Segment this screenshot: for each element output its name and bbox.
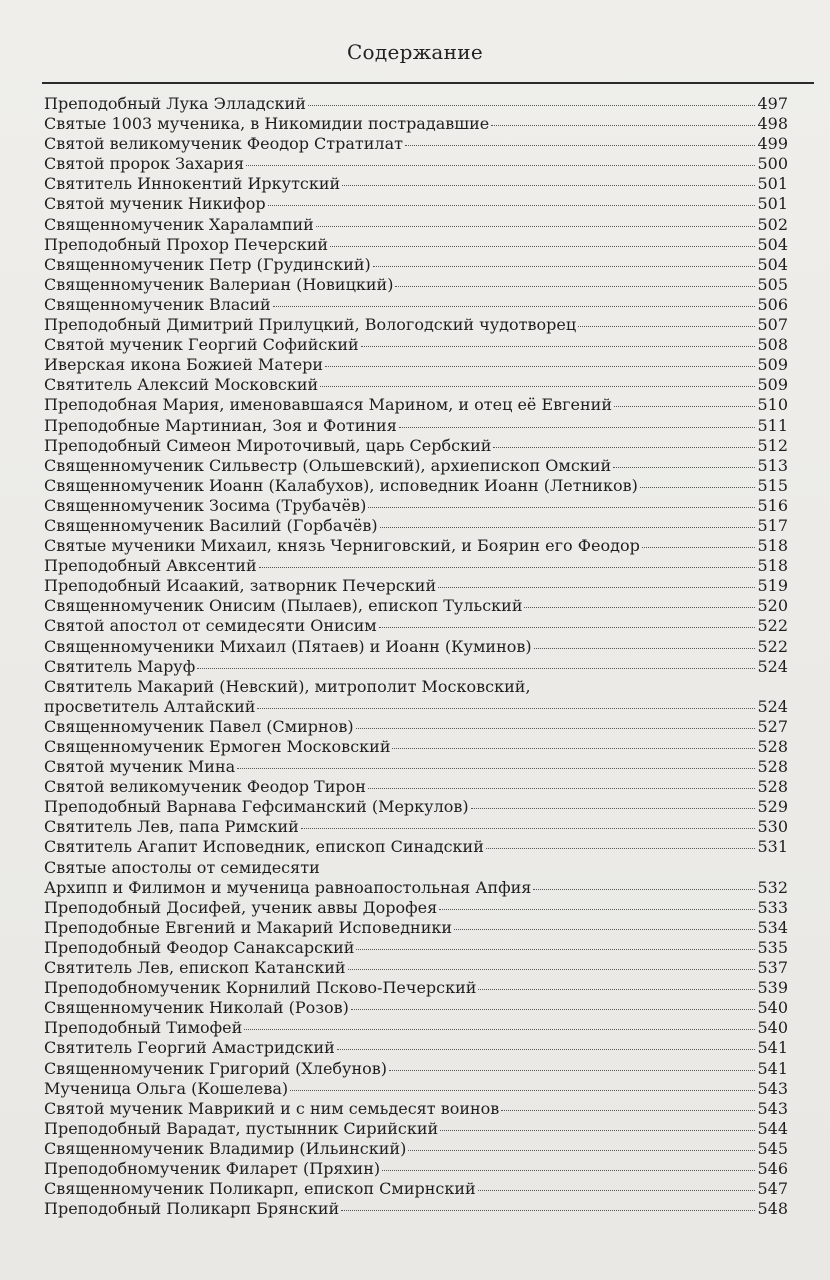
- toc-entry-title: Священномученик Иоанн (Калабухов), исповедник Иоанн (Летников): [44, 475, 638, 495]
- toc-entry: [44, 1079, 788, 1099]
- toc-entry-line: [44, 215, 788, 235]
- toc-entry-page-number: 498: [757, 114, 788, 134]
- dot-leader: [325, 366, 755, 367]
- toc-entry-line: [44, 958, 788, 978]
- toc-entry-line: [44, 817, 788, 837]
- toc-entry: [44, 496, 788, 516]
- toc-entry-page-number: 548: [757, 1199, 788, 1219]
- toc-entry-title: Святой мученик Георгий Софийский: [44, 335, 359, 355]
- toc-entry-title: Преподобный Лука Элладский: [44, 94, 306, 113]
- toc-entry: [44, 456, 788, 476]
- toc-entry-title: Святитель Агапит Исповедник, епископ Синадский: [44, 837, 484, 857]
- toc-entry: [44, 757, 788, 777]
- toc-entry-line: [44, 717, 788, 737]
- toc-entry-page-number: 541: [757, 1058, 788, 1078]
- toc-entry-title: Святитель Алексий Московский: [44, 375, 319, 395]
- dot-leader: [244, 1029, 755, 1030]
- toc-entry: [44, 556, 788, 576]
- toc-entry-page-number: 515: [757, 475, 788, 495]
- dot-leader: [438, 587, 755, 588]
- toc-entry: [44, 1018, 788, 1038]
- toc-entry: [44, 476, 788, 496]
- toc-entry-line: [44, 516, 788, 536]
- toc-entry-page-number: 533: [757, 897, 788, 917]
- toc-entry-title: Святые мученики Михаил, князь Черниговский, и Боярин его Феодор: [44, 536, 640, 556]
- toc-entry-page-number: 545: [757, 1138, 788, 1158]
- toc-entry: [44, 596, 788, 616]
- toc-entry-line: [44, 174, 788, 194]
- toc-entry-title: Святой мученик Маврикий и с ним семьдесят воинов: [44, 1098, 500, 1118]
- toc-entry-page-number: 500: [757, 154, 788, 174]
- toc-entry-line: [44, 797, 788, 817]
- table-of-contents: [44, 94, 788, 1219]
- toc-entry: [44, 215, 788, 235]
- toc-entry-page-number: 547: [757, 1179, 788, 1199]
- toc-entry-line: [44, 295, 788, 315]
- toc-entry: [44, 898, 788, 918]
- dot-leader: [534, 648, 756, 649]
- toc-entry-page-number: 509: [757, 355, 788, 375]
- toc-entry-title: Священномученик Валериан (Новицкий): [44, 274, 394, 294]
- toc-entry-title: Священномученик Харалампий: [44, 214, 314, 234]
- toc-entry-line: [44, 938, 788, 958]
- toc-entry-line: [44, 737, 788, 757]
- page-header: Содержание: [346, 40, 484, 64]
- toc-entry-page-number: 529: [757, 797, 788, 817]
- toc-entry: [44, 616, 788, 636]
- toc-entry-title: Священномученик Ермоген Московский: [44, 737, 391, 756]
- toc-entry-title: Священномученик Григорий (Хлебунов): [44, 1058, 387, 1078]
- toc-entry-line: [44, 1159, 788, 1179]
- toc-entry-title: Святитель Иннокентий Иркутский: [44, 174, 341, 194]
- toc-entry-page-number: 506: [757, 294, 788, 314]
- dot-leader: [356, 728, 756, 729]
- toc-entry-page-number: 530: [757, 817, 788, 837]
- toc-entry-title: Преподобный Варадат, пустынник Сирийский: [44, 1118, 439, 1138]
- toc-entry: [44, 355, 788, 375]
- toc-entry: [44, 154, 788, 174]
- toc-entry-title: Преподобный Варнава Гефсиманский (Меркулов): [44, 797, 469, 817]
- toc-entry-line: [44, 456, 788, 476]
- toc-entry: [44, 1199, 788, 1219]
- toc-entry: [44, 516, 788, 536]
- toc-entry-title: Святитель Маруф: [44, 656, 196, 676]
- toc-entry-line: [44, 637, 788, 657]
- toc-entry-title-line: Святые апостолы от семидесяти: [44, 857, 320, 877]
- toc-entry-title: Священномученик Зосима (Трубачёв): [44, 495, 367, 515]
- toc-entry-title: Святой мученик Никифор: [44, 194, 266, 214]
- toc-entry-page-number: 518: [757, 536, 788, 556]
- dot-leader: [361, 346, 756, 347]
- dot-leader: [342, 185, 755, 186]
- dot-leader: [290, 1090, 755, 1091]
- dot-leader: [642, 547, 756, 548]
- dot-leader: [389, 1070, 755, 1071]
- toc-entry-page-number: 517: [757, 515, 788, 535]
- toc-entry-title: Преподобная Мария, именовавшаяся Марином, и отец её Евгений: [44, 395, 613, 415]
- header-rule: [42, 82, 814, 84]
- toc-entry-page-number: 541: [757, 1038, 788, 1058]
- toc-entry-page-number: 507: [757, 315, 788, 335]
- dot-leader: [399, 427, 756, 428]
- dot-leader: [308, 105, 756, 106]
- toc-entry: [44, 958, 788, 978]
- dot-leader: [491, 125, 755, 126]
- toc-entry-title: Священномученик Поликарп, епископ Смирнский: [44, 1179, 476, 1199]
- toc-entry-line: [44, 315, 788, 335]
- dot-leader: [268, 205, 756, 206]
- dot-leader: [356, 949, 755, 950]
- dot-leader: [257, 708, 755, 709]
- toc-entry-line: [44, 1099, 788, 1119]
- toc-entry-title: Святой апостол от семидесяти Онисим: [44, 616, 377, 636]
- toc-entry-line: [44, 898, 788, 918]
- toc-entry-line: [44, 1199, 788, 1219]
- toc-entry-page-number: 501: [757, 174, 788, 194]
- toc-entry-page-number: 504: [757, 234, 788, 254]
- toc-entry-page-number: 544: [757, 1118, 788, 1138]
- toc-entry-line: [44, 476, 788, 496]
- toc-entry: [44, 737, 788, 757]
- toc-entry-line: [44, 757, 788, 777]
- dot-leader: [613, 467, 755, 468]
- toc-entry-page-number: 497: [757, 94, 788, 113]
- dot-leader: [373, 266, 756, 267]
- dot-leader: [368, 788, 756, 789]
- toc-entry-title: Священномученик Василий (Горбачёв): [44, 515, 378, 535]
- toc-entry-line: [44, 536, 788, 556]
- toc-entry-page-number: 527: [757, 716, 788, 736]
- toc-entry: [44, 174, 788, 194]
- dot-leader: [471, 808, 756, 809]
- dot-leader: [478, 1190, 756, 1191]
- toc-entry-title: Святые 1003 мученика, в Никомидии пострадавшие: [44, 114, 490, 134]
- dot-leader: [614, 406, 755, 407]
- toc-entry: [44, 94, 788, 114]
- toc-entry: [44, 858, 788, 898]
- toc-entry: [44, 797, 788, 817]
- toc-entry-line: [44, 777, 788, 797]
- toc-entry: [44, 637, 788, 657]
- dot-leader: [380, 527, 756, 528]
- toc-entry: [44, 918, 788, 938]
- toc-entry: [44, 998, 788, 1018]
- toc-entry-page-number: 510: [757, 395, 788, 415]
- toc-entry-page-number: 524: [757, 696, 788, 716]
- dot-leader: [348, 969, 756, 970]
- toc-entry-page-number: 528: [757, 777, 788, 797]
- toc-entry-title: Мученица Ольга (Кошелева): [44, 1078, 289, 1098]
- dot-leader: [439, 909, 755, 910]
- toc-entry-title: Преподобный Феодор Санаксарский: [44, 937, 355, 957]
- toc-entry-line: [44, 878, 788, 898]
- dot-leader: [478, 989, 755, 990]
- toc-entry-line: [44, 275, 788, 295]
- toc-entry-page-number: 513: [757, 455, 788, 475]
- dot-leader: [440, 1130, 755, 1131]
- dot-leader: [320, 386, 755, 387]
- toc-entry: [44, 134, 788, 154]
- toc-entry-title: Святитель Георгий Амастридский: [44, 1038, 335, 1058]
- toc-entry-title: Преподобный Прохор Печерский: [44, 234, 329, 254]
- toc-entry-title: Архипп и Филимон и мученица равноапостольная Апфия: [44, 877, 532, 897]
- toc-entry: [44, 1059, 788, 1079]
- toc-entry: [44, 375, 788, 395]
- toc-entry-page-number: 540: [757, 998, 788, 1018]
- toc-entry-page-number: 508: [757, 335, 788, 355]
- toc-entry-title: Святой великомученик Феодор Тирон: [44, 777, 366, 797]
- toc-entry-line: [44, 436, 788, 456]
- dot-leader: [493, 447, 755, 448]
- toc-entry-title: Святой пророк Захария: [44, 154, 245, 174]
- toc-entry-line: [44, 94, 788, 114]
- toc-entry-line: [44, 616, 788, 636]
- toc-entry-page-number: 509: [757, 375, 788, 395]
- toc-entry-line: [44, 556, 788, 576]
- toc-entry-line: [44, 998, 788, 1018]
- toc-entry-title: просветитель Алтайский: [44, 696, 256, 716]
- toc-entry-title: Преподобномученик Корнилий Псково-Печерский: [44, 978, 477, 998]
- toc-entry-page-number: 522: [757, 636, 788, 656]
- toc-entry-page-number: 528: [757, 757, 788, 777]
- toc-entry: [44, 1119, 788, 1139]
- toc-entry-title: Священномученик Владимир (Ильинский): [44, 1138, 407, 1158]
- dot-leader: [379, 627, 756, 628]
- toc-entry: [44, 275, 788, 295]
- dot-leader: [237, 768, 755, 769]
- toc-entry-line: [44, 496, 788, 516]
- toc-entry-page-number: 546: [757, 1158, 788, 1178]
- toc-entry: [44, 536, 788, 556]
- dot-leader: [246, 165, 755, 166]
- toc-entry: [44, 777, 788, 797]
- toc-entry-line: [44, 235, 788, 255]
- dot-leader: [316, 226, 756, 227]
- dot-leader: [501, 1110, 755, 1111]
- toc-entry-title: Святой великомученик Феодор Стратилат: [44, 134, 403, 154]
- toc-entry-line: [44, 1079, 788, 1099]
- toc-entry-title: Преподобный Тимофей: [44, 1018, 243, 1038]
- toc-entry-line: [44, 1018, 788, 1038]
- toc-entry: [44, 255, 788, 275]
- dot-leader: [405, 145, 755, 146]
- toc-entry-line: [44, 1059, 788, 1079]
- toc-entry: [44, 1099, 788, 1119]
- toc-entry-title: Преподобный Досифей, ученик аввы Дорофея: [44, 897, 438, 917]
- toc-entry: [44, 837, 788, 857]
- toc-entry-title: Священномученик Онисим (Пылаев), епископ Тульский: [44, 596, 523, 616]
- toc-entry: [44, 235, 788, 255]
- toc-entry: [44, 194, 788, 214]
- toc-entry-line: [44, 1038, 788, 1058]
- toc-entry-page-number: 532: [757, 877, 788, 897]
- toc-entry: [44, 335, 788, 355]
- toc-entry-page-number: 504: [757, 254, 788, 274]
- toc-entry-title: Священномученик Николай (Розов): [44, 998, 349, 1018]
- toc-entry-line: [44, 918, 788, 938]
- toc-entry-line: [44, 657, 788, 677]
- toc-entry: [44, 295, 788, 315]
- toc-entry: [44, 114, 788, 134]
- toc-entry: [44, 817, 788, 837]
- dot-leader: [578, 326, 755, 327]
- dot-leader: [524, 607, 755, 608]
- dot-leader: [273, 306, 756, 307]
- toc-entry-title: Преподобный Поликарп Брянский: [44, 1199, 340, 1219]
- toc-entry-line: [44, 1119, 788, 1139]
- toc-entry-title: Священномученик Власий: [44, 294, 271, 314]
- toc-entry: [44, 395, 788, 415]
- toc-entry-title: Святой мученик Мина: [44, 757, 236, 777]
- dot-leader: [197, 668, 755, 669]
- toc-entry-title: Преподобный Исаакий, затворник Печерский: [44, 576, 437, 596]
- toc-entry-line: [44, 194, 788, 214]
- toc-entry-page-number: 519: [757, 576, 788, 596]
- toc-entry-line: [44, 114, 788, 134]
- toc-entry: [44, 938, 788, 958]
- dot-leader: [330, 246, 755, 247]
- toc-entry-page-number: 543: [757, 1098, 788, 1118]
- dot-leader: [341, 1210, 755, 1211]
- dot-leader: [382, 1170, 755, 1171]
- toc-entry: [44, 315, 788, 335]
- dot-leader: [486, 848, 756, 849]
- toc-entry-page-number: 524: [757, 656, 788, 676]
- toc-entry-title: Преподобные Евгений и Макарий Исповедники: [44, 917, 453, 937]
- toc-entry-title: Святитель Лев, епископ Катанский: [44, 958, 346, 978]
- toc-entry: [44, 1179, 788, 1199]
- toc-entry-title: Святитель Лев, папа Римский: [44, 817, 299, 837]
- toc-entry-page-number: 512: [757, 435, 788, 455]
- toc-entry: [44, 436, 788, 456]
- toc-entry: [44, 978, 788, 998]
- toc-entry-title: Иверская икона Божией Матери: [44, 355, 324, 375]
- dot-leader: [454, 929, 755, 930]
- toc-entry-page-number: 535: [757, 937, 788, 957]
- toc-entry-page-number: 511: [757, 415, 788, 435]
- toc-entry-page-number: 505: [757, 274, 788, 294]
- toc-entry-line: [44, 335, 788, 355]
- toc-entry-title: Преподобные Мартиниан, Зоя и Фотиния: [44, 415, 397, 435]
- toc-entry-line: [44, 596, 788, 616]
- toc-entry: [44, 1159, 788, 1179]
- toc-entry-title: Преподобный Симеон Мироточивый, царь Сербский: [44, 435, 492, 455]
- dot-leader: [259, 567, 756, 568]
- dot-leader: [392, 748, 755, 749]
- toc-entry-line: [44, 1139, 788, 1159]
- dot-leader: [395, 286, 755, 287]
- toc-entry-title-line: Святитель Макарий (Невский), митрополит Московский,: [44, 676, 531, 696]
- toc-entry-page-number: 531: [757, 837, 788, 857]
- dot-leader: [533, 889, 755, 890]
- toc-entry-page-number: 518: [757, 556, 788, 576]
- toc-entry-title: Священномученик Сильвестр (Ольшевский), архиепископ Омский: [44, 455, 612, 475]
- toc-entry-line: [44, 837, 788, 857]
- toc-entry-page-number: 537: [757, 958, 788, 978]
- toc-entry-page-number: 534: [757, 917, 788, 937]
- toc-entry: [44, 677, 788, 717]
- toc-entry-title: Священномученик Петр (Грудинский): [44, 254, 371, 274]
- toc-entry-line: [44, 1179, 788, 1199]
- toc-entry-page-number: 520: [757, 596, 788, 616]
- toc-entry-page-number: 540: [757, 1018, 788, 1038]
- toc-entry-page-number: 499: [757, 134, 788, 154]
- dot-leader: [351, 1009, 756, 1010]
- toc-entry-line: [44, 576, 788, 596]
- toc-entry-page-number: 501: [757, 194, 788, 214]
- toc-entry-line: [44, 255, 788, 275]
- toc-entry: [44, 1038, 788, 1058]
- dot-leader: [368, 507, 755, 508]
- dot-leader: [337, 1049, 756, 1050]
- toc-entry-line: [44, 154, 788, 174]
- toc-entry-page-number: 543: [757, 1078, 788, 1098]
- toc-entry-title: Преподобный Димитрий Прилуцкий, Вологодский чудотворец: [44, 315, 577, 335]
- toc-entry-title: Священномученик Павел (Смирнов): [44, 716, 354, 736]
- toc-entry-line: [44, 395, 788, 415]
- toc-entry: [44, 717, 788, 737]
- toc-entry-page-number: 539: [757, 978, 788, 998]
- toc-entry-line: [44, 697, 788, 717]
- toc-entry: [44, 576, 788, 596]
- toc-entry-title: Священномученики Михаил (Пятаев) и Иоанн (Куминов): [44, 636, 532, 656]
- toc-entry-page-number: 502: [757, 214, 788, 234]
- toc-entry-title: Преподобномученик Филарет (Пряхин): [44, 1158, 381, 1178]
- dot-leader: [640, 487, 756, 488]
- toc-entry-line: [44, 355, 788, 375]
- toc-entry-line: [44, 375, 788, 395]
- toc-entry-title: Преподобный Авксентий: [44, 556, 257, 576]
- toc-entry-line: [44, 416, 788, 436]
- toc-entry-page-number: 528: [757, 737, 788, 756]
- toc-entry-line: [44, 978, 788, 998]
- toc-entry-page-number: 516: [757, 495, 788, 515]
- toc-entry: [44, 1139, 788, 1159]
- toc-entry: [44, 416, 788, 436]
- toc-entry: [44, 657, 788, 677]
- dot-leader: [301, 828, 756, 829]
- toc-entry-line: [44, 134, 788, 154]
- dot-leader: [408, 1150, 755, 1151]
- toc-entry-page-number: 522: [757, 616, 788, 636]
